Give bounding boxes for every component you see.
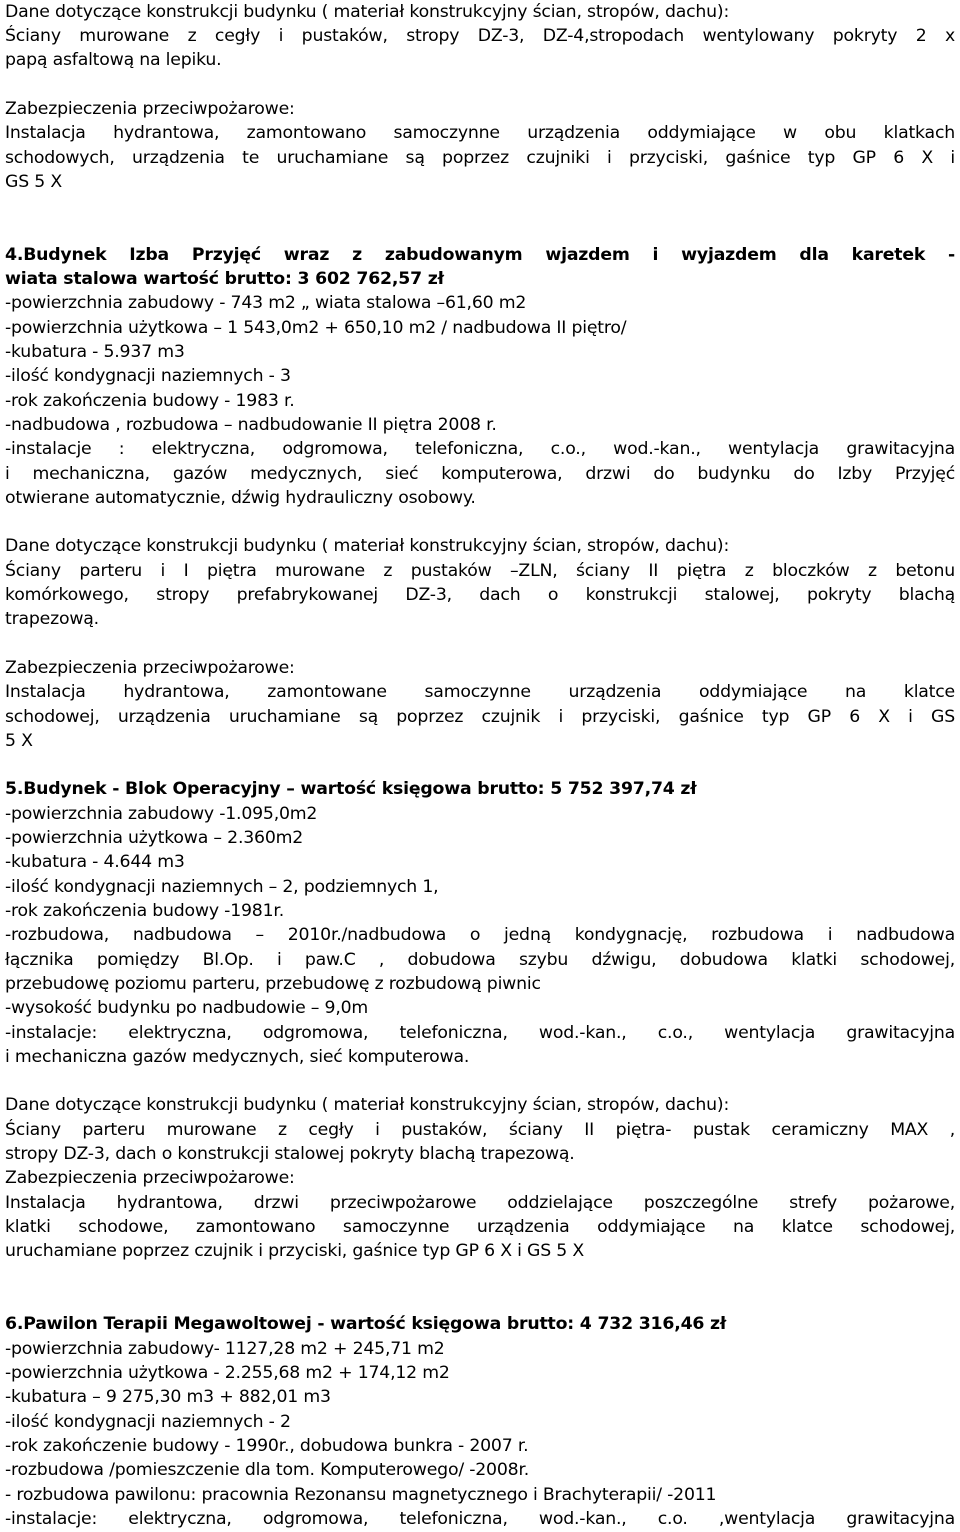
text-line: -wysokość budynku po nadbudowie – 9,0m — [5, 998, 369, 1018]
text-line: -powierzchnia zabudowy -1.095,0m2 — [5, 804, 318, 824]
text-line: -instalacje: elektryczna, odgromowa, telefoniczna, wod.-kan., c.o., wentylacja grawitacyjna — [5, 1023, 955, 1043]
text-line: -kubatura - 5.937 m3 — [5, 342, 185, 362]
text-line: -powierzchnia zabudowy - 743 m2 „ wiata stalowa –61,60 m2 — [5, 293, 527, 313]
text-line: -ilość kondygnacji naziemnych - 2 — [5, 1412, 291, 1432]
text-line: 5 X — [5, 731, 33, 751]
text-line: schodowej, urządzenia uruchamiane są poprzez czujnik i przyciski, gaśnice typ GP 6 X i GS — [5, 707, 955, 727]
text-line: -instalacje: elektryczna, odgromowa, telefoniczna, wod.-kan., c.o. ,wentylacja grawitacyjna — [5, 1509, 955, 1529]
text-line: - rozbudowa pawilonu: pracownia Rezonansu magnetycznego i Brachyterapii/ -2011 — [5, 1485, 717, 1505]
text-line: Instalacja hydrantowa, zamontowano samoczynne urządzenia oddymiające w obu klatkach — [5, 123, 955, 143]
text-line: Ściany parteru i I piętra murowane z pustaków –ZLN, ściany II piętra z bloczków z betonu — [5, 561, 955, 581]
text-line: trapezową. — [5, 609, 99, 629]
text-line: -powierzchnia użytkowa – 2.360m2 — [5, 828, 304, 848]
text-line: uruchamiane poprzez czujnik i przyciski, gaśnice typ GP 6 X i GS 5 X — [5, 1241, 585, 1261]
text-line: Instalacja hydrantowa, zamontowane samoczynne urządzenia oddymiające na klatce — [5, 682, 955, 702]
text-line: -kubatura – 9 275,30 m3 + 882,01 m3 — [5, 1387, 331, 1407]
text-line: komórkowego, stropy prefabrykowanej DZ-3, dach o konstrukcji stalowej, pokryty blachą — [5, 585, 955, 605]
section-heading: 5.Budynek - Blok Operacyjny – wartość księgowa brutto: 5 752 397,74 zł — [5, 779, 697, 799]
text-line: Ściany murowane z cegły i pustaków, stropy DZ-3, DZ-4,stropodach wentylowany pokryty 2 x — [5, 26, 955, 46]
section-subheading: Zabezpieczenia przeciwpożarowe: — [5, 658, 295, 678]
text-line: Ściany parteru murowane z cegły i pustaków, ściany II piętra- pustak ceramiczny MAX , — [5, 1120, 955, 1140]
text-line: klatki schodowe, zamontowano samoczynne urządzenia oddymiające na klatce schodowej, — [5, 1217, 955, 1237]
text-line: przebudowę poziomu parteru, przebudowę z rozbudową piwnic — [5, 974, 541, 994]
text-line: -instalacje : elektryczna, odgromowa, telefoniczna, c.o., wod.-kan., wentylacja grawitacyjna — [5, 439, 955, 459]
text-line: -rok zakończenia budowy -1981r. — [5, 901, 284, 921]
text-line: łącznika pomiędzy Bl.Op. i paw.C , dobudowa szybu dźwigu, dobudowa klatki schodowej, — [5, 950, 955, 970]
section-heading: 4.Budynek Izba Przyjęć wraz z zabudowanym wjazdem i wyjazdem dla karetek - — [5, 245, 955, 265]
text-line: -ilość kondygnacji naziemnych - 3 — [5, 366, 291, 386]
text-line: papą asfaltową na lepiku. — [5, 50, 222, 70]
text-line: i mechaniczna gazów medycznych, sieć komputerowa. — [5, 1047, 470, 1067]
text-line: Dane dotyczące konstrukcji budynku ( materiał konstrukcyjny ścian, stropów, dachu): — [5, 1095, 730, 1115]
text-line: -rok zakończenia budowy - 1983 r. — [5, 391, 295, 411]
text-line: Instalacja hydrantowa, drzwi przeciwpożarowe oddzielające poszczególne strefy pożarowe, — [5, 1193, 955, 1213]
section-subheading: Zabezpieczenia przeciwpożarowe: — [5, 1168, 295, 1188]
section-heading: wiata stalowa wartość brutto: 3 602 762,57 zł — [5, 269, 444, 289]
text-line: stropy DZ-3, dach o konstrukcji stalowej pokryty blachą trapezową. — [5, 1144, 575, 1164]
text-line: -rozbudowa, nadbudowa – 2010r./nadbudowa o jedną kondygnację, rozbudowa i nadbudowa — [5, 925, 955, 945]
section-heading: 6.Pawilon Terapii Megawoltowej - wartość księgowa brutto: 4 732 316,46 zł — [5, 1314, 727, 1334]
text-line: Dane dotyczące konstrukcji budynku ( materiał konstrukcyjny ścian, stropów, dachu): — [5, 536, 730, 556]
text-line: -rozbudowa /pomieszczenie dla tom. Komputerowego/ -2008r. — [5, 1460, 530, 1480]
section-subheading: Zabezpieczenia przeciwpożarowe: — [5, 99, 295, 119]
text-line: -ilość kondygnacji naziemnych – 2, podziemnych 1, — [5, 877, 439, 897]
text-line: -powierzchnia zabudowy- 1127,28 m2 + 245,71 m2 — [5, 1339, 445, 1359]
text-line: Dane dotyczące konstrukcji budynku ( materiał konstrukcyjny ścian, stropów, dachu): — [5, 2, 730, 22]
text-line: -nadbudowa , rozbudowa – nadbudowanie II piętra 2008 r. — [5, 415, 497, 435]
text-line: -powierzchnia użytkowa – 1 543,0m2 + 650,10 m2 / nadbudowa II piętro/ — [5, 318, 627, 338]
text-line: otwierane automatycznie, dźwig hydrauliczny osobowy. — [5, 488, 476, 508]
text-line: schodowych, urządzenia te uruchamiane są poprzez czujniki i przyciski, gaśnice typ GP 6 X i — [5, 148, 955, 168]
text-line: -kubatura - 4.644 m3 — [5, 852, 185, 872]
text-line: i mechaniczna, gazów medycznych, sieć komputerowa, drzwi do budynku do Izby Przyjęć — [5, 464, 955, 484]
text-line: -powierzchnia użytkowa - 2.255,68 m2 + 174,12 m2 — [5, 1363, 450, 1383]
text-line: GS 5 X — [5, 172, 62, 192]
text-line: -rok zakończenie budowy - 1990r., dobudowa bunkra - 2007 r. — [5, 1436, 529, 1456]
